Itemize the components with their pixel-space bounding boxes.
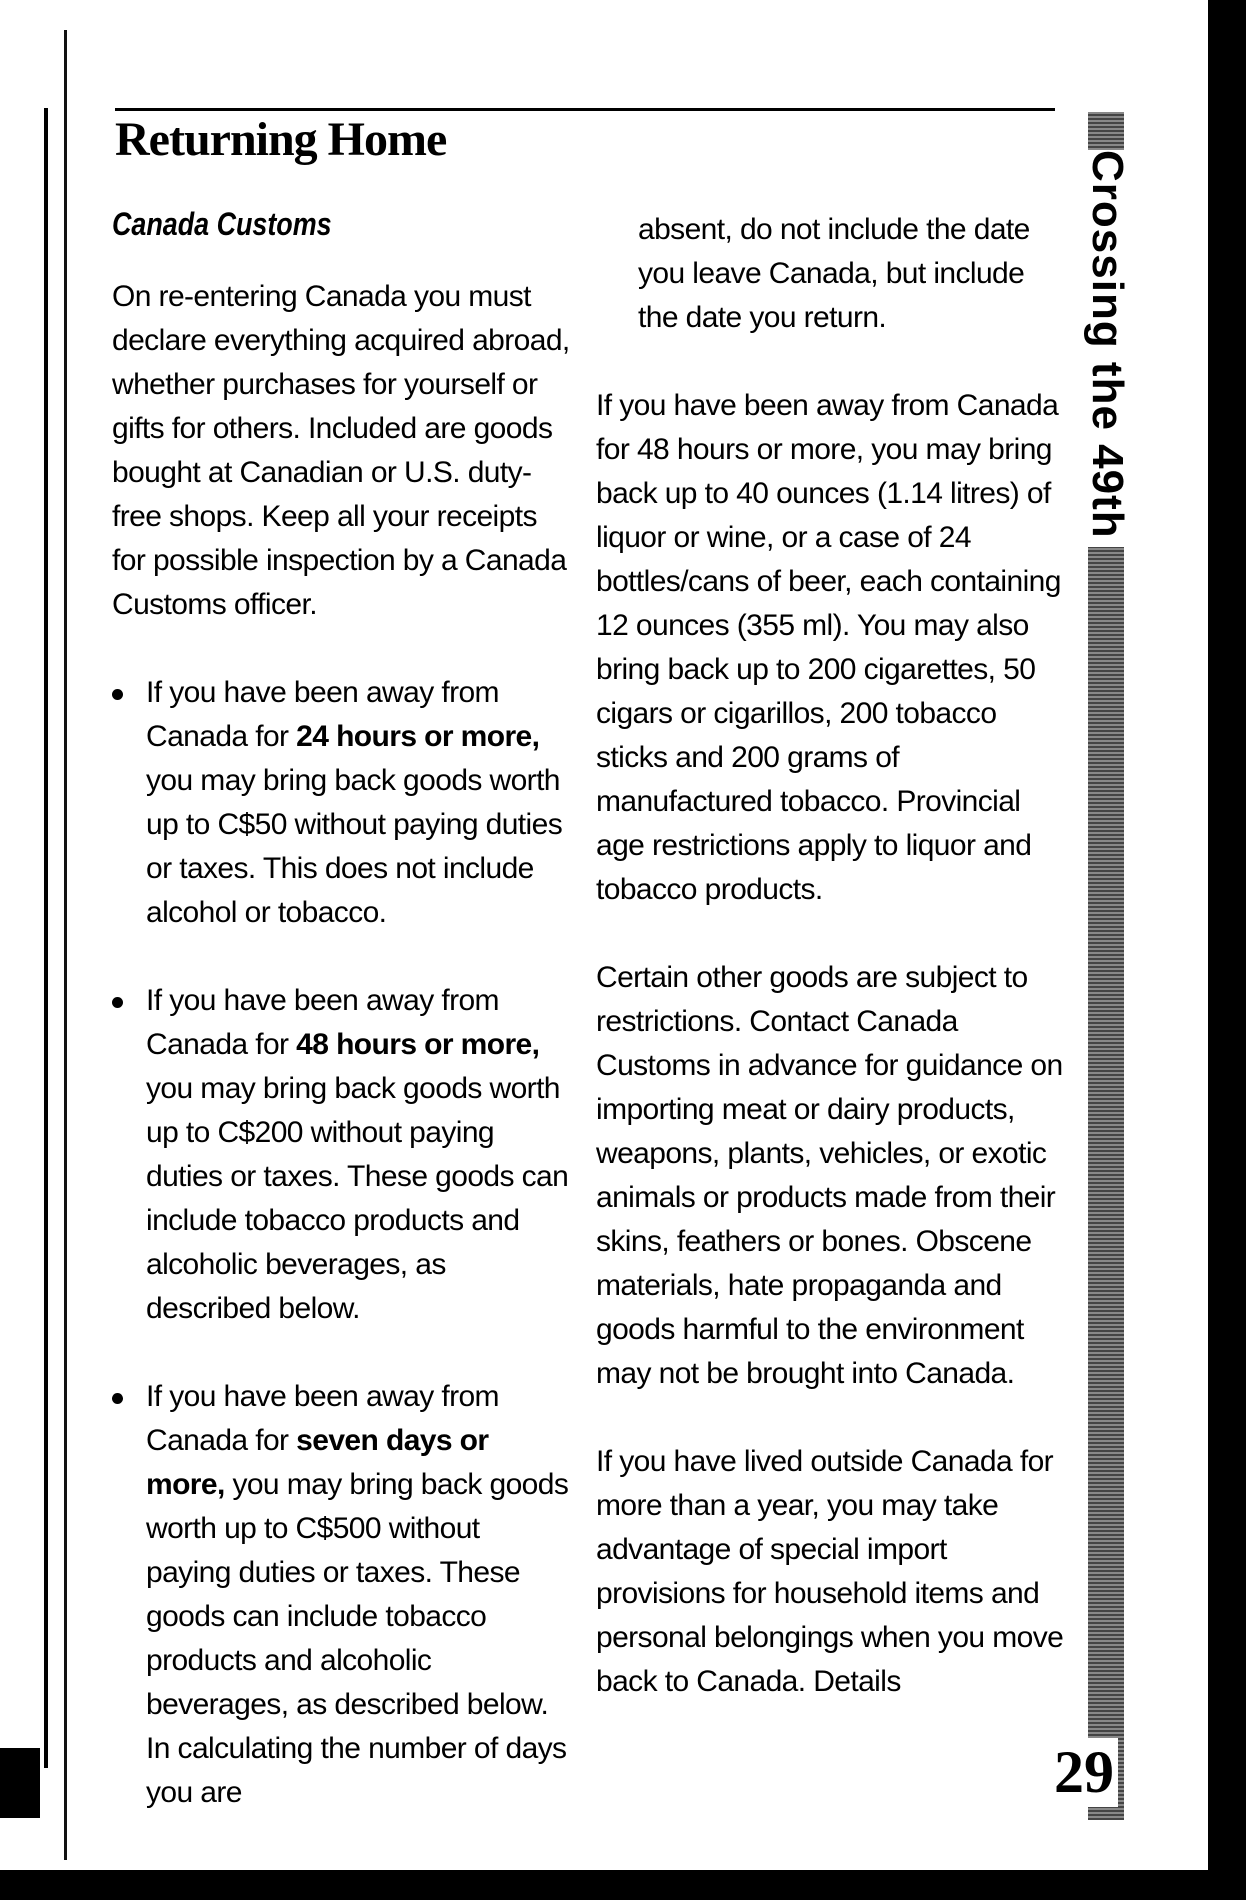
bullet-text-start: If you have been away from Canada for	[146, 1380, 499, 1457]
left-page-edge-block	[0, 1748, 40, 1818]
bullet-text-start: If you have been away from Canada for	[146, 676, 499, 753]
paragraph: Certain other goods are subject to restrictions. Contact Canada Customs in advance for guidance on importing meat or dairy products, weapons, plants, vehicles, or exotic animals or products made from their skins, feathers or bones. Obscene materials, hate propaganda and goods harmful to the environment may not be brought into Canada.	[596, 961, 1063, 1390]
bullet-icon	[112, 997, 123, 1008]
left-page-edge	[0, 108, 48, 1768]
bullet-text	[146, 1375, 572, 1815]
bullet-text-end: you may bring back goods worth up to C$50 without paying duties or taxes. This does not include alcohol or tobacco.	[146, 764, 563, 929]
bullet-text	[146, 979, 572, 1331]
bullet-icon	[112, 1393, 123, 1404]
list-item	[112, 1375, 572, 1815]
column-left	[112, 206, 572, 1859]
paragraph: If you have been away from Canada for 48 hours or more, you may bring back up to 40 ounces (1.14 litres) of liquor or wine, or a case of 24 bottles/cans of beer, each containing 12 ounces (355 ml). You may also bring back up to 200 cigarettes, 50 cigars or cigarillos, 200 tobacco sticks and 200 grams of manufactured tobacco. Provincial age restrictions apply to liquor and tobacco products.	[596, 389, 1061, 906]
bullet-text-start: If you have been away from Canada for	[146, 984, 499, 1061]
page-title: Returning Home	[115, 113, 447, 166]
header-rule	[115, 108, 1055, 111]
bullet-text	[146, 671, 572, 935]
continuation-paragraph: absent, do not include the date you leave Canada, but include the date you return.	[638, 213, 1030, 334]
paragraph: If you have lived outside Canada for more than a year, you may take advantage of special import provisions for household items and personal belongings when you move back to Canada. Details	[596, 1445, 1064, 1698]
bullet-emphasis: seven days or more,	[146, 1424, 489, 1501]
side-section-label: Crossing the 49th	[1082, 150, 1132, 547]
page-number: 29	[1050, 1738, 1118, 1807]
bullet-emphasis: 48 hours or more,	[296, 1028, 540, 1061]
intro-paragraph: On re-entering Canada you must declare everything acquired abroad, whether purchases for yourself or gifts for others. Included are goods bought at Canadian or U.S. duty-free shops. Keep all your receipts for possible inspection by a Canada Customs officer.	[112, 280, 570, 621]
list-item	[112, 671, 572, 935]
gutter-line	[64, 30, 67, 1860]
section-subtitle: Canada Customs	[112, 206, 332, 242]
list-item	[112, 979, 572, 1331]
bullet-text-end: you may bring back goods worth up to C$500 without paying duties or taxes. These goods can include tobacco products and alcoholic beverages, as described below. In calculating the number of days you are	[146, 1468, 569, 1809]
bullet-text-end: you may bring back goods worth up to C$200 without paying duties or taxes. These goods can include tobacco products and alcoholic beverages, as described below.	[146, 1072, 569, 1325]
bullet-emphasis: 24 hours or more,	[296, 720, 540, 753]
column-right	[596, 208, 1066, 1704]
bullet-icon	[112, 689, 123, 700]
